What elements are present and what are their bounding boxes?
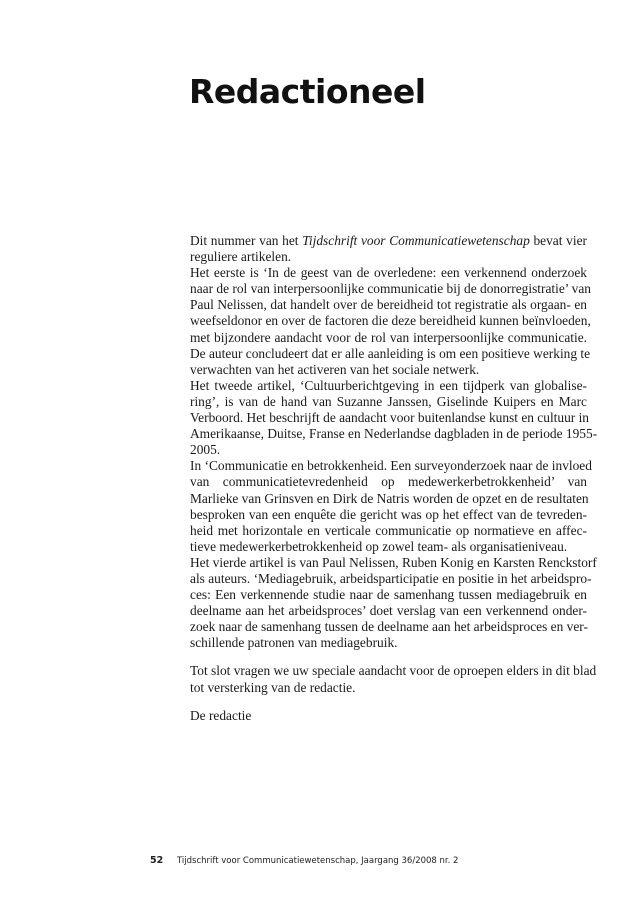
intro-text: bevat vier	[529, 233, 587, 248]
body-line: naar de rol van interpersoonlijke communicatie bij de donorregistratie’ van	[190, 281, 591, 297]
body-line: tieve medewerkerbetrokkenheid op zowel team- als organisatieniveau.	[190, 538, 568, 554]
body-line: reguliere artikelen.	[190, 249, 292, 265]
body-line: Amerikaanse, Duitse, Franse en Nederlandse dagbladen in de periode 1955-	[190, 426, 598, 442]
body-line: met bijzondere aandacht voor de rol van interpersoonlijke communicatie.	[190, 329, 587, 345]
body-line: heid met horizontale en verticale communicatie op normatieve en affec-	[190, 522, 587, 538]
body-line: ring’, is van de hand van Suzanne Janssen, Giselinde Kuipers en Marc	[190, 393, 587, 409]
journal-title: Tijdschrift voor Communicatiewetenschap	[302, 233, 530, 248]
page-number: 52	[150, 855, 164, 866]
body-line: Marlieke van Grinsven en Dirk de Natris worden de opzet en de resultaten	[190, 490, 589, 506]
body-line: als auteurs. ‘Mediagebruik, arbeidsparticipatie en positie in het arbeidspro-	[190, 570, 592, 586]
body-line: schillende patronen van mediagebruik.	[190, 635, 398, 651]
body-line: Het tweede artikel, ‘Cultuurberichtgeving in een tijdperk van globalise-	[190, 377, 587, 393]
body-line: Tot slot vragen we uw speciale aandacht voor de oproepen elders in dit blad	[190, 663, 597, 679]
page-footer	[150, 855, 458, 866]
body-line: van communicatietevredenheid op medewerkerbetrokkenheid’ van	[190, 474, 587, 490]
body-line: In ‘Communicatie en betrokkenheid. Een surveyonderzoek naar de invloed	[190, 458, 592, 474]
body-line: deelname aan het arbeidsproces’ doet verslag van een verkennend onder-	[190, 603, 587, 619]
body-line: Paul Nelissen, dat handelt over de bereidheid tot registratie als orgaan- en	[190, 297, 587, 313]
body-line: verwachten van het activeren van het sociale netwerk.	[190, 361, 480, 377]
body-line: ces: Een verkennende studie naar de samenhang tussen mediagebruik en	[190, 587, 587, 603]
body-line: tot versterking van de redactie.	[190, 679, 356, 695]
body-line: Verboord. Het beschrijft de aandacht voor buitenlandse kunst en cultuur in	[190, 410, 589, 426]
body-line: Het vierde artikel is van Paul Nelissen, Ruben Konig en Karsten Renckstorf	[190, 554, 597, 570]
journal-citation: Tijdschrift voor Communicatiewetenschap, Jaargang 36/2008 nr. 2	[177, 856, 459, 866]
body-line: Het eerste is ‘In de geest van de overledene: een verkennend onderzoek	[190, 265, 587, 281]
body-line: weefseldonor en over de factoren die deze bereidheid kunnen beïnvloeden,	[190, 313, 591, 329]
body-line	[190, 233, 587, 249]
body-line: De auteur concludeert dat er alle aanleiding is om een positieve werking te	[190, 345, 591, 361]
editorial-body	[190, 233, 598, 724]
intro-text: Dit nummer van het	[190, 233, 303, 248]
body-line: besproken van een enquête die gericht was op het effect van de tevreden-	[190, 506, 587, 522]
body-line: 2005.	[190, 442, 221, 458]
body-line: zoek naar de samenhang tussen de deelname aan het arbeidsproces en ver-	[190, 619, 588, 635]
page-title: Redactioneel	[189, 72, 426, 111]
body-line: De redactie	[190, 707, 252, 723]
